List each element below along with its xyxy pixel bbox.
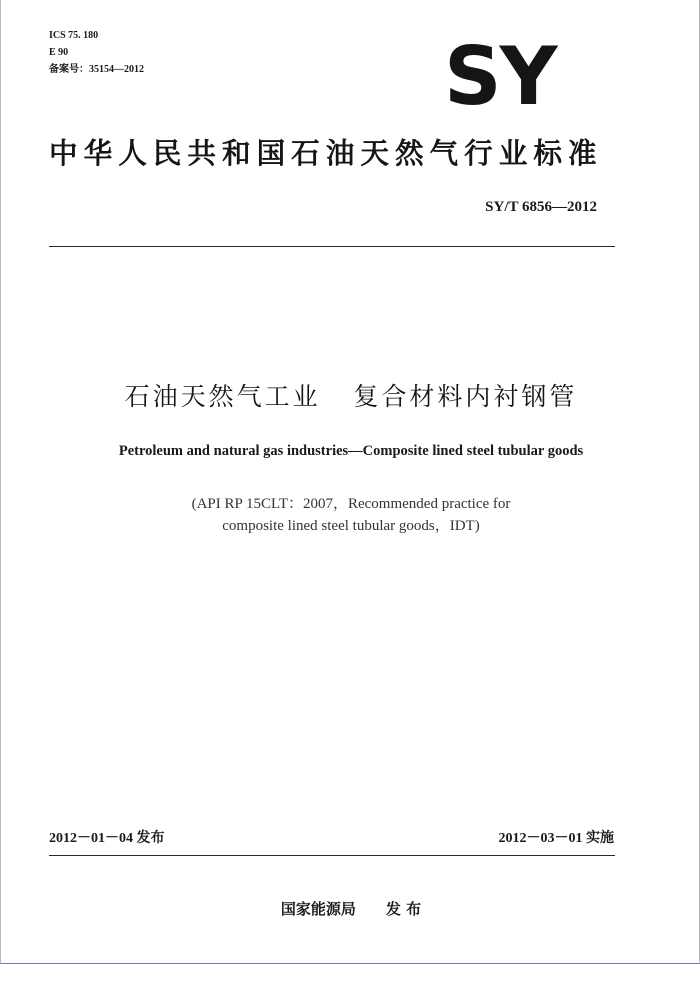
adoption-note-line1: (API RP 15CLT：2007，Recommended practice for	[191, 496, 511, 512]
footer-divider	[49, 855, 615, 856]
issuer	[1, 898, 700, 919]
record-number: 备案号：35154—2012	[49, 64, 144, 75]
implementation-date: 2012－03－01 实施	[498, 831, 614, 846]
sy-logo: SY	[444, 30, 556, 123]
standard-category-title: 中华人民共和国石油天然气行业标准	[49, 136, 603, 170]
ics-code: ICS 75. 180	[49, 30, 99, 41]
title-english: Petroleum and natural gas industries—Composite lined steel tubular goods	[118, 443, 584, 459]
header-divider	[49, 246, 615, 247]
standard-code: SY/T 6856—2012	[485, 199, 597, 215]
issuer-action: 发 布	[385, 900, 422, 918]
issue-date: 2012－01－04 发布	[49, 831, 165, 846]
adoption-note-line2: composite lined steel tubular goods，IDT)	[222, 518, 480, 534]
issuer-name: 国家能源局	[280, 900, 356, 918]
classification-code: E 90	[49, 47, 69, 58]
title-chinese: 石油天然气工业 复合材料内衬钢管	[124, 382, 578, 411]
